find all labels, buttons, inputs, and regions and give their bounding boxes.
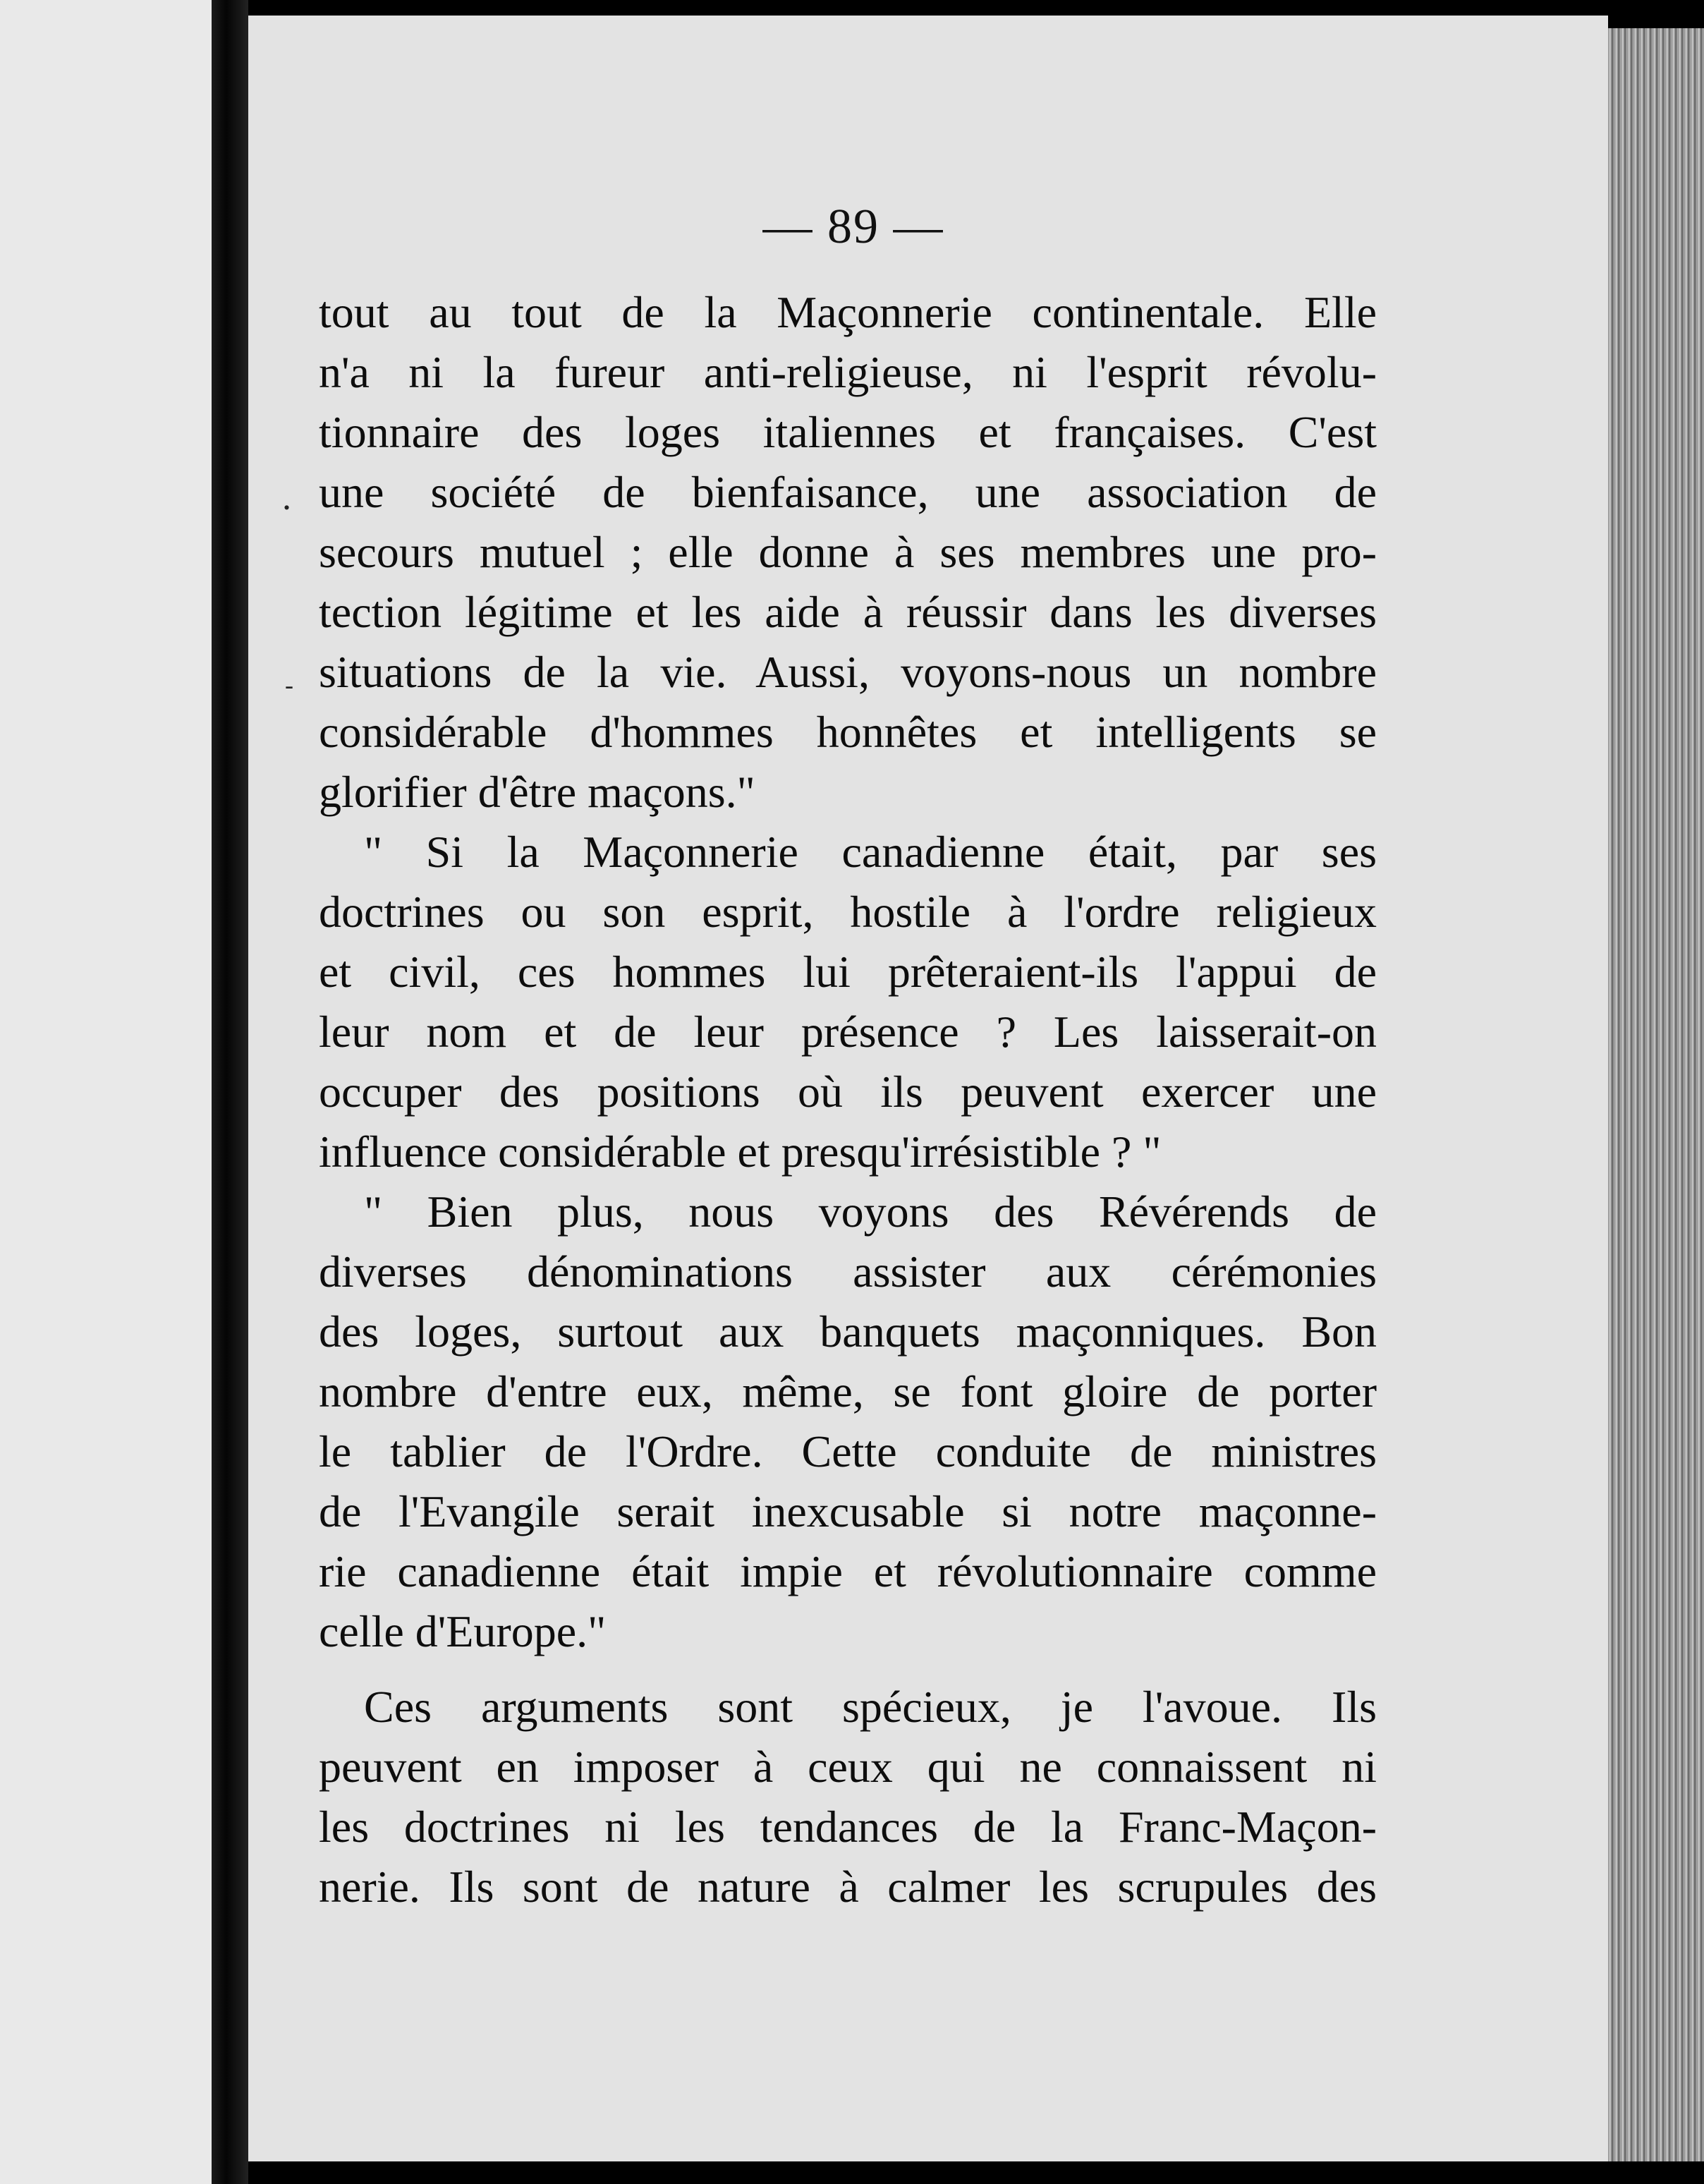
text-line: le tablier de l'Ordre. Cette conduite de ministres [319,1426,1377,1476]
paragraph [319,822,1377,1182]
text-line: celle d'Europe." [319,1606,607,1656]
text-line: et civil, ces hommes lui prêteraient-ils l'appui de [319,947,1377,997]
text-line: secours mutuel ; elle donne à ses membres une pro- [319,527,1377,577]
text-line: diverses dénominations assister aux cérémonies [319,1246,1377,1297]
text-line: leur nom et de leur présence ? Les laisserait-on [319,1007,1377,1057]
page-edges [1608,28,1704,2184]
stray-mark: - [285,671,293,699]
text-line: doctrines ou son esprit, hostile à l'ordre religieux [319,887,1377,937]
text-line: les doctrines ni les tendances de la Franc-Maçon- [319,1802,1377,1852]
text-line: de l'Evangile serait inexcusable si notre maçonne- [319,1486,1377,1536]
stray-mark: . [282,478,291,518]
text-line: occuper des positions où ils peuvent exercer une [319,1067,1377,1117]
text-line: n'a ni la fureur anti-religieuse, ni l'esprit révolu- [319,347,1377,397]
text-line: des loges, surtout aux banquets maçonniques. Bon [319,1306,1377,1357]
text-line: " Bien plus, nous voyons des Révérends de [364,1187,1377,1237]
paragraph [319,1677,1377,1917]
text-line: situations de la vie. Aussi, voyons-nous un nombre [319,647,1377,697]
text-line: une société de bienfaisance, une association de [319,467,1377,517]
book-gutter [212,0,248,2184]
paragraph [319,1182,1377,1661]
paragraph [319,282,1377,822]
text-line: considérable d'hommes honnêtes et intelligents se [319,707,1377,757]
left-page [0,0,212,2184]
page-number: — 89 — [762,200,944,254]
text-line: nerie. Ils sont de nature à calmer les scrupules des [319,1862,1377,1912]
text-line: glorifier d'être maçons." [319,767,755,817]
text-line: tout au tout de la Maçonnerie continentale. Elle [319,287,1377,337]
text-line: " Si la Maçonnerie canadienne était, par ses [364,827,1377,877]
body-text [319,282,1377,1917]
text-line: peuvent en imposer à ceux qui ne connaissent ni [319,1742,1377,1792]
bottom-shadow [248,2161,1704,2184]
paragraph-gap [319,1661,1377,1677]
text-line: nombre d'entre eux, même, se font gloire de porter [319,1366,1377,1416]
text-line: tionnaire des loges italiennes et françaises. C'est [319,407,1377,457]
text-line: influence considérable et presqu'irrésistible ? " [319,1127,1162,1177]
text-line: Ces arguments sont spécieux, je l'avoue. Ils [364,1682,1377,1732]
text-line: rie canadienne était impie et révolutionnaire comme [319,1546,1377,1596]
text-line: tection légitime et les aide à réussir dans les diverses [319,587,1377,637]
